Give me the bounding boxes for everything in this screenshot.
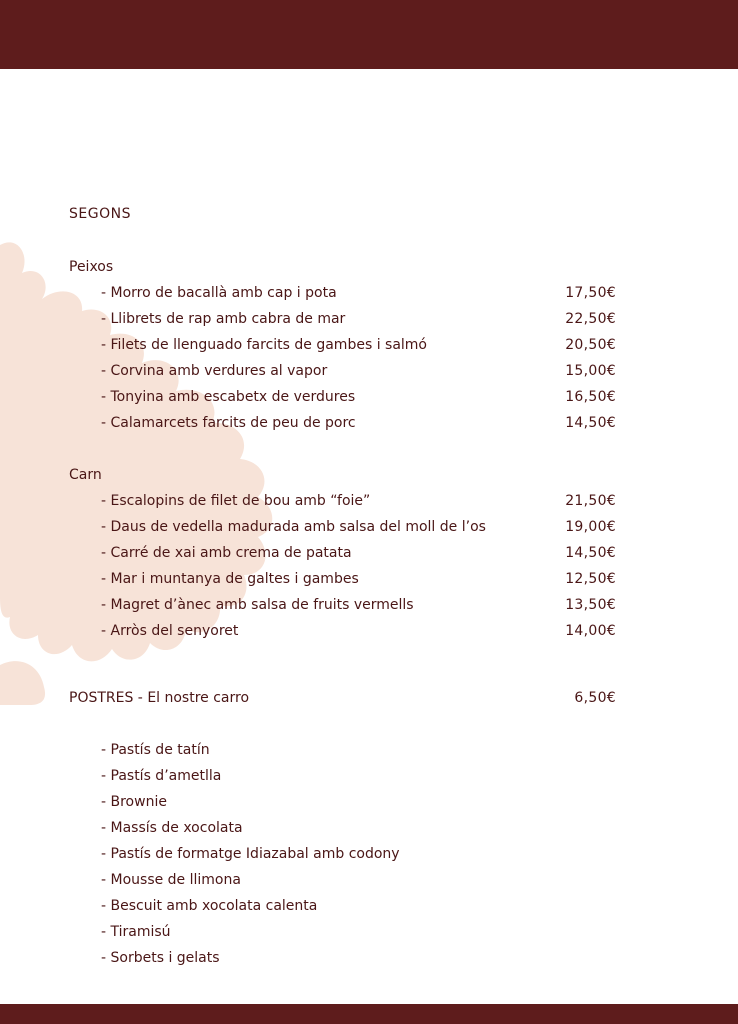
dish-name: - Calamarcets farcits de peu de porc (101, 415, 356, 431)
dessert-item: - Sorbets i gelats (101, 950, 220, 966)
dish-price: 14,00€ (565, 623, 616, 639)
bottom-band (0, 1004, 738, 1024)
dish-name: - Mar i muntanya de galtes i gambes (101, 571, 359, 587)
dish-name: - Magret d’ànec amb salsa de fruits vermells (101, 597, 414, 613)
dish-price: 16,50€ (565, 389, 616, 405)
dish-price: 20,50€ (565, 337, 616, 353)
dish-price: 13,50€ (565, 597, 616, 613)
dessert-item: - Pastís d’ametlla (101, 768, 222, 784)
postres-price: 6,50€ (574, 690, 616, 706)
dish-price: 21,50€ (565, 493, 616, 509)
segons-heading: SEGONS (69, 206, 131, 222)
dessert-item: - Mousse de llimona (101, 872, 241, 888)
dessert-item: - Bescuit amb xocolata calenta (101, 898, 318, 914)
dish-name: - Arròs del senyoret (101, 623, 239, 639)
dish-price: 22,50€ (565, 311, 616, 327)
dish-name: - Corvina amb verdures al vapor (101, 363, 328, 379)
carn-heading: Carn (69, 467, 102, 483)
dish-name: - Escalopins de filet de bou amb “foie” (101, 493, 371, 509)
dish-name: - Filets de llenguado farcits de gambes i salmó (101, 337, 427, 353)
dish-price: 14,50€ (565, 415, 616, 431)
dish-name: - Carré de xai amb crema de patata (101, 545, 352, 561)
dessert-item: - Pastís de tatín (101, 742, 210, 758)
peixos-heading: Peixos (69, 259, 114, 275)
dish-price: 19,00€ (565, 519, 616, 535)
dessert-item: - Massís de xocolata (101, 820, 243, 836)
dessert-item: - Tiramisú (101, 924, 171, 940)
dessert-item: - Brownie (101, 794, 167, 810)
postres-title: POSTRES - El nostre carro (69, 690, 250, 706)
dish-name: - Llibrets de rap amb cabra de mar (101, 311, 346, 327)
dish-name: - Tonyina amb escabetx de verdures (101, 389, 356, 405)
dish-price: 15,00€ (565, 363, 616, 379)
dish-name: - Morro de bacallà amb cap i pota (101, 285, 337, 301)
dish-price: 17,50€ (565, 285, 616, 301)
dish-price: 12,50€ (565, 571, 616, 587)
dessert-item: - Pastís de formatge Idiazabal amb codony (101, 846, 400, 862)
dish-name: - Daus de vedella madurada amb salsa del moll de l’os (101, 519, 486, 535)
dish-price: 14,50€ (565, 545, 616, 561)
